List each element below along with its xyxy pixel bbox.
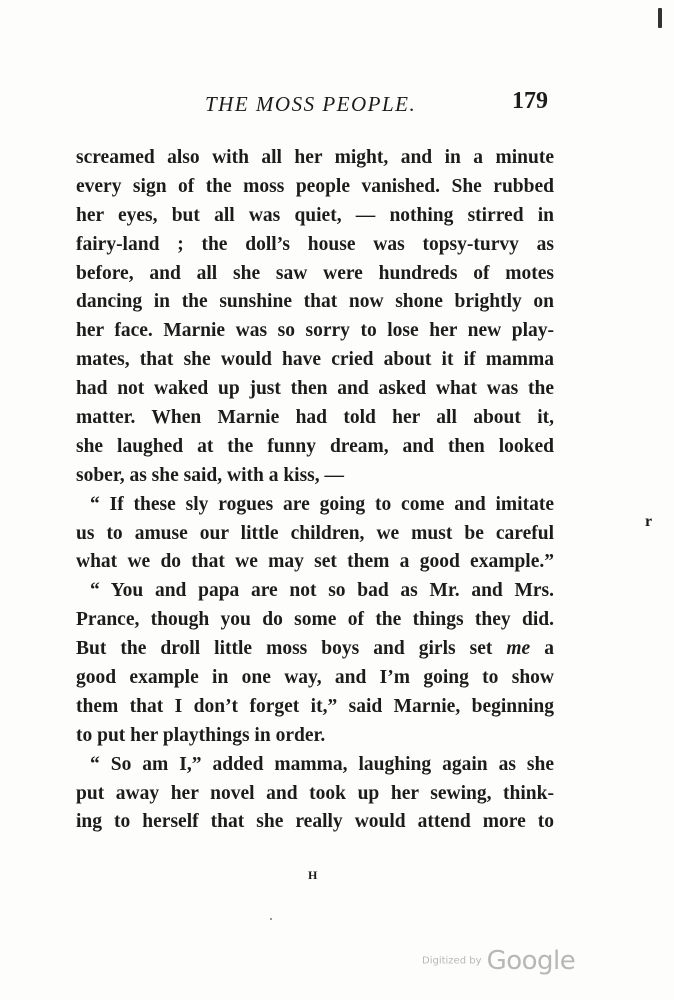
running-title: THE MOSS PEOPLE. <box>205 92 417 116</box>
text-line: before, and all she saw were hundreds of motes <box>76 262 554 284</box>
text-line: screamed also with all her might, and in a minute <box>76 147 554 168</box>
text-line: them that I don’t forget it,” said Marnie, beginning <box>76 695 554 717</box>
text-line: “ If these sly rogues are going to come and imitate <box>90 493 554 515</box>
text-line: to put her playthings in order. <box>76 724 326 746</box>
signature-mark: H <box>308 868 319 882</box>
margin-mark: r <box>645 513 653 530</box>
text-line: sober, as she said, with a kiss, — <box>76 464 345 486</box>
text-line: But the droll little moss boys and girls set me a <box>76 638 555 660</box>
text-line: she laughed at the funny dream, and then looked <box>76 435 554 457</box>
text-line: good example in one way, and I’m going to show <box>76 667 554 689</box>
page-number: 179 <box>512 88 548 114</box>
text-line: “ You and papa are not so bad as Mr. and Mrs. <box>90 580 554 602</box>
ink-speck <box>270 918 272 920</box>
text-line: ing to herself that she really would attend more to <box>76 811 554 833</box>
text-line: what we do that we may set them a good example.” <box>76 551 554 573</box>
text-line: dancing in the sunshine that now shone brightly on <box>76 291 554 313</box>
text-line: every sign of the moss people vanished. She rubbed <box>76 175 554 197</box>
text-line: us to amuse our little children, we must be careful <box>76 522 554 544</box>
ink-speck <box>658 8 662 28</box>
text-line: fairy-land ; the doll’s house was topsy-turvy as <box>76 233 554 255</box>
body-text <box>76 144 554 837</box>
text-line: “ So am I,” added mamma, laughing again as she <box>90 753 554 775</box>
text-line: her eyes, but all was quiet, — nothing stirred in <box>76 204 554 226</box>
text-line: Prance, though you do some of the things they did. <box>76 609 554 631</box>
text-line: her face. Marnie was so sorry to lose her new play- <box>76 320 554 342</box>
watermark-prefix: Digitized by <box>422 955 482 967</box>
text-line: put away her novel and took up her sewing, think- <box>76 782 554 804</box>
google-logo: Google <box>486 946 576 976</box>
text-line: mates, that she would have cried about it if mamma <box>76 349 554 371</box>
text-line: matter. When Marnie had told her all about it, <box>76 407 554 429</box>
digitized-watermark <box>422 946 575 976</box>
text-line: had not waked up just then and asked what was the <box>76 378 554 400</box>
